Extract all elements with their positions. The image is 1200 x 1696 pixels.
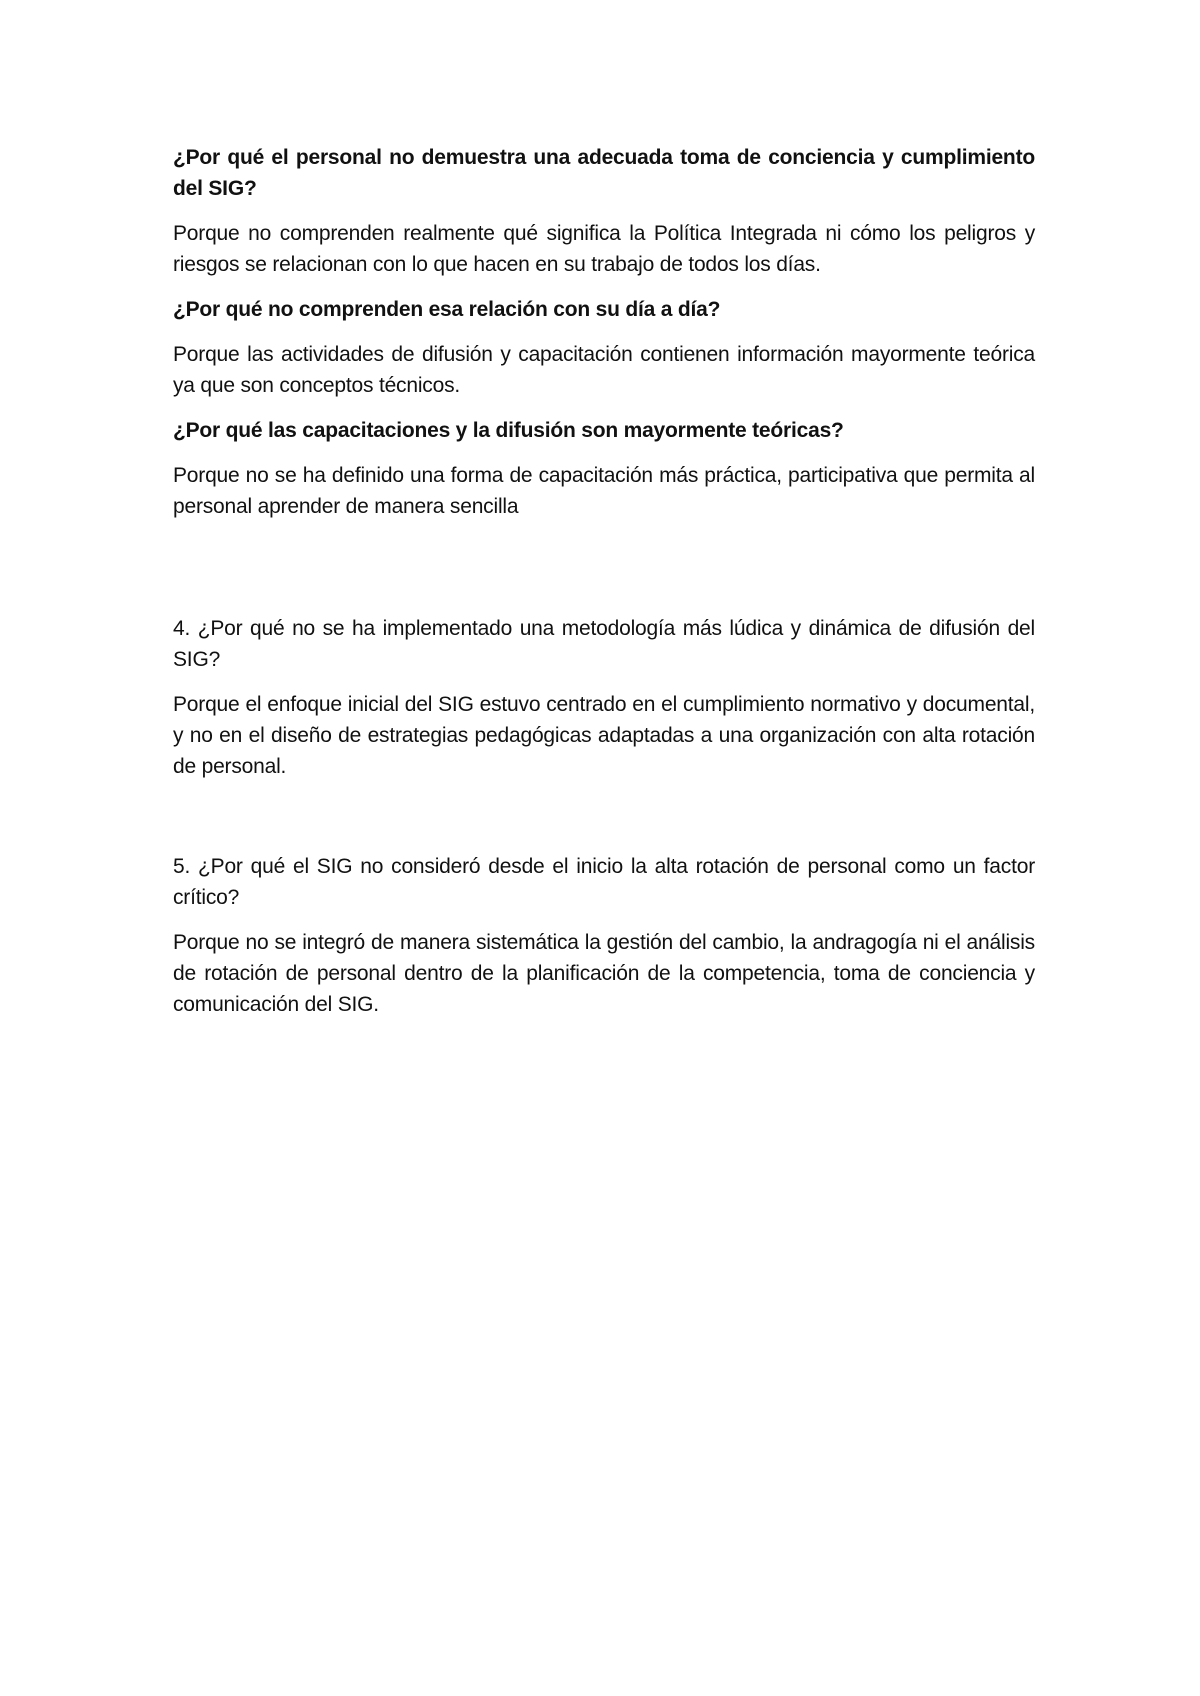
why-answer-3: Porque no se ha definido una forma de capacitación más práctica, participativa que permita al personal aprender de manera sencilla [173,464,1035,518]
document-body [173,142,1035,1034]
why-question-3: ¿Por qué las capacitaciones y la difusión son mayormente teóricas? [173,419,844,442]
why-answer-5: Porque no se integró de manera sistemática la gestión del cambio, la andragogía ni el análisis de rotación de personal dentro de la planificación de la competencia, toma de conciencia y comunicación del SIG. [173,931,1035,1016]
why-answer-1: Porque no comprenden realmente qué significa la Política Integrada ni cómo los peligros y riesgos se relacionan con lo que hacen en su trabajo de todos los días. [173,222,1035,276]
why-question-2: ¿Por qué no comprenden esa relación con su día a día? [173,298,721,321]
spacer [173,796,1035,851]
why-question-5: 5. ¿Por qué el SIG no consideró desde el inicio la alta rotación de personal como un factor crítico? [173,855,1035,909]
spacer [173,536,1035,613]
why-question-4: 4. ¿Por qué no se ha implementado una metodología más lúdica y dinámica de difusión del SIG? [173,617,1035,671]
why-answer-4: Porque el enfoque inicial del SIG estuvo centrado en el cumplimiento normativo y documental, y no en el diseño de estrategias pedagógicas adaptadas a una organización con alta rotación de personal. [173,693,1035,778]
why-answer-2: Porque las actividades de difusión y capacitación contienen información mayormente teórica ya que son conceptos técnicos. [173,343,1035,397]
why-question-1: ¿Por qué el personal no demuestra una adecuada toma de conciencia y cumplimiento del SIG? [173,146,1035,200]
